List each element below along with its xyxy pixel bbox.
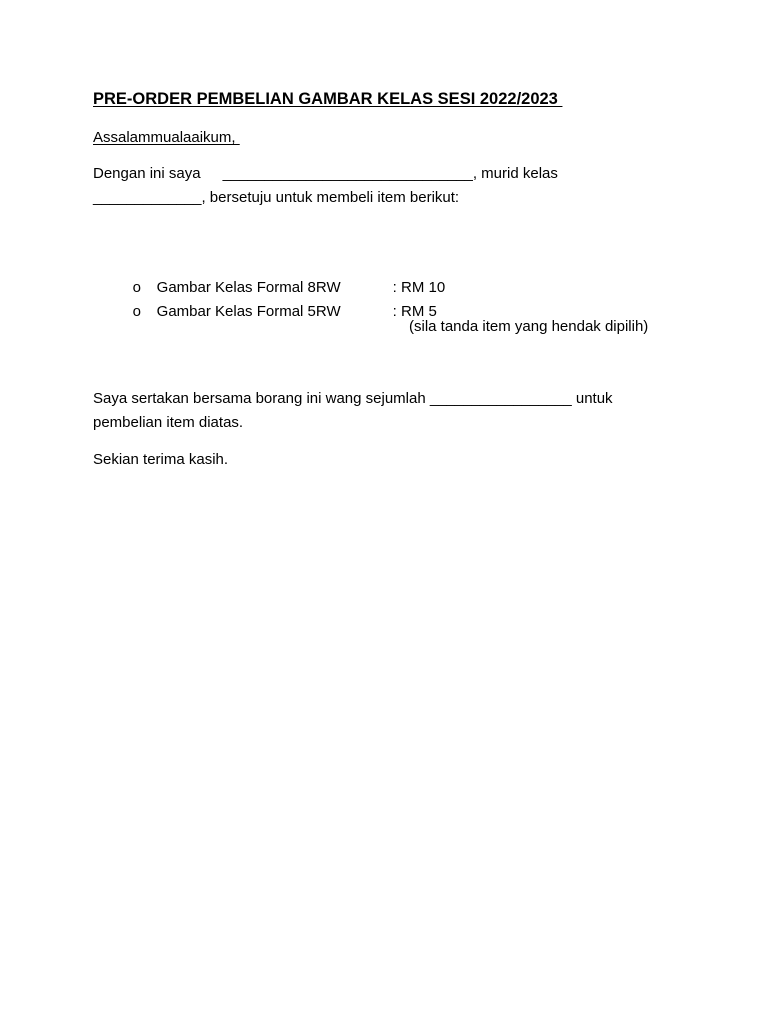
intro-line-2 [93,189,459,207]
payment-line-2: pembelian item diatas. [93,414,244,431]
item-name: Gambar Kelas Formal 5RW [156,303,341,320]
intro-prefix: Dengan ini saya [93,165,201,182]
class-blank[interactable]: _____________, [93,189,206,206]
greeting: Assalammualaaikum, [93,129,240,146]
item-price: : RM 5 [392,303,437,320]
circle-bullet-icon[interactable]: o [132,303,142,320]
payment-suffix: untuk [571,390,613,407]
payment-line-1 [93,390,613,408]
document-title: PRE-ORDER PEMBELIAN GAMBAR KELAS SESI 2022/2023 [93,90,563,108]
intro-suffix: bersetuju untuk membeli item berikut: [205,189,460,206]
payment-prefix: Saya sertakan bersama borang ini wang sejumlah [93,390,430,407]
class-label: murid kelas [477,165,558,182]
item-name: Gambar Kelas Formal 8RW [156,279,341,296]
closing-line: Sekian terima kasih. [93,451,229,468]
amount-blank[interactable]: _________________ [429,390,572,407]
intro-line-1 [93,165,558,183]
list-item[interactable] [116,285,437,339]
selection-note: (sila tanda item yang hendak dipilih) [409,318,649,335]
student-name-blank[interactable]: ______________________________, [222,165,478,182]
circle-bullet-icon[interactable]: o [132,279,142,296]
item-price: : RM 10 [392,279,446,296]
